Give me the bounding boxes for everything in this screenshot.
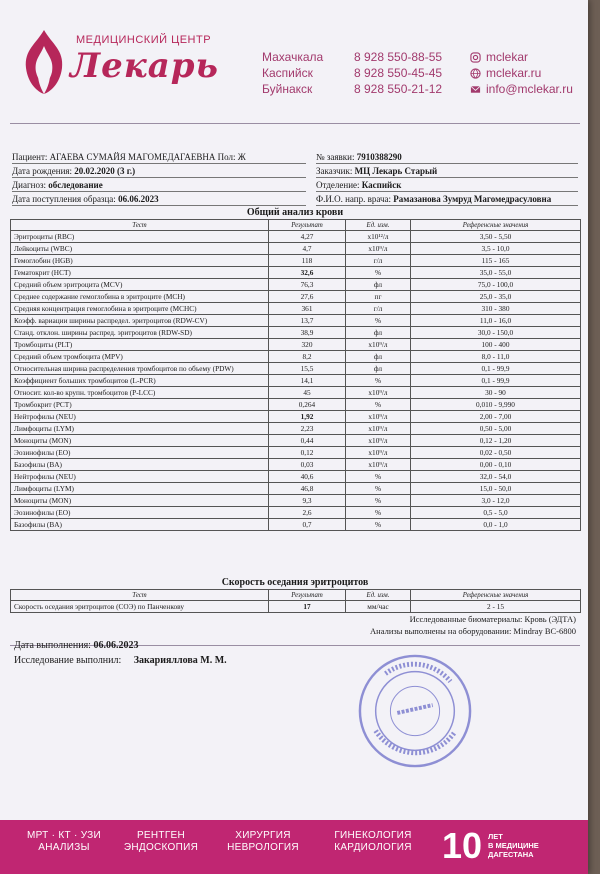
- cell-unit: %: [346, 399, 411, 411]
- contact-row: [262, 66, 582, 82]
- dept-label: Отделение:: [316, 180, 360, 190]
- mail-icon: [470, 84, 481, 95]
- table-row: [11, 411, 581, 423]
- anniversary-number: 10: [442, 825, 483, 866]
- table-row: [11, 387, 581, 399]
- cell-unit: x10⁹/л: [346, 435, 411, 447]
- cell-unit: %: [346, 519, 411, 531]
- cell-result: 118: [269, 255, 346, 267]
- diagnosis-row: [12, 180, 103, 190]
- branch-city: Каспийск: [262, 66, 313, 80]
- cell-unit: фл: [346, 363, 411, 375]
- cell-ref: 0,0 - 1,0: [411, 519, 581, 531]
- cell-test: Эозинофилы (EO): [11, 447, 269, 459]
- table-row: [11, 243, 581, 255]
- cell-result: 0,7: [269, 519, 346, 531]
- execution-date-row: [14, 640, 138, 651]
- dob-underline: [12, 177, 306, 178]
- cell-unit: %: [346, 483, 411, 495]
- patient-label: Пациент:: [12, 152, 48, 162]
- cell-test: Коэффициент больших тромбоцитов (L-PCR): [11, 375, 269, 387]
- cell-ref: 3,50 - 5,50: [411, 231, 581, 243]
- footer-service: [18, 830, 110, 854]
- table-row: [11, 519, 581, 531]
- order-underline: [316, 163, 578, 164]
- dob-row: [12, 166, 135, 176]
- cell-unit: x10⁹/л: [346, 447, 411, 459]
- footer-service-line: МРТ · КТ · УЗИ: [27, 830, 101, 841]
- patient-row: [12, 152, 246, 162]
- customer-value: МЦ Лекарь Старый: [354, 166, 438, 176]
- cell-ref: 32,0 - 54,0: [411, 471, 581, 483]
- table-row: [11, 459, 581, 471]
- table-row: [11, 399, 581, 411]
- received-row: [12, 194, 159, 204]
- cell-test: Относительная ширина распределения тромбоцитов по объему (PDW): [11, 363, 269, 375]
- equipment-note: Анализы выполнены на оборудовании: Mindray BC-6800: [370, 626, 576, 636]
- cell-result: 361: [269, 303, 346, 315]
- footer-service-line: АНАЛИЗЫ: [38, 842, 90, 853]
- cell-test: Относит. кол-во крупн. тромбоцитов (P-LCC): [11, 387, 269, 399]
- cell-unit: x10⁹/л: [346, 411, 411, 423]
- table-row: [11, 435, 581, 447]
- footer-service: [112, 830, 210, 854]
- cell-ref: 35,0 - 55,0: [411, 267, 581, 279]
- cell-result: 14,1: [269, 375, 346, 387]
- cell-unit: пг: [346, 291, 411, 303]
- logo-subtitle: МЕДИЦИНСКИЙ ЦЕНТР: [76, 34, 212, 46]
- patient-name: АГАЕВА СУМАЙЯ МАГОМЕДАГАЕВНА: [49, 152, 216, 162]
- cbc-title: Общий анализ крови: [246, 207, 344, 218]
- cell-result: 2,6: [269, 507, 346, 519]
- instagram-icon: [470, 52, 481, 63]
- dept-value: Каспийск: [361, 180, 402, 190]
- cell-ref: 0,00 - 0,10: [411, 459, 581, 471]
- cell-result: 9,3: [269, 495, 346, 507]
- cell-ref: 0,12 - 1,20: [411, 435, 581, 447]
- logo-flame-icon: [22, 28, 66, 96]
- cell-test: Лимфоциты (LYM): [11, 483, 269, 495]
- cell-result: 0,12: [269, 447, 346, 459]
- branch-city: Буйнакск: [262, 82, 313, 96]
- contact-row: [262, 50, 582, 66]
- table-row: [11, 423, 581, 435]
- col-header-ref: Референсные значения: [411, 590, 581, 601]
- col-header-result: Результат: [269, 220, 346, 231]
- patient-underline: [12, 163, 306, 164]
- table-row: [11, 507, 581, 519]
- branch-phone[interactable]: 8 928 550-21-12: [354, 82, 443, 96]
- cell-ref: 310 - 380: [411, 303, 581, 315]
- table-row: [11, 267, 581, 279]
- cell-test: Станд. отклон. ширины распред. эритроцитов (RDW-SD): [11, 327, 269, 339]
- cell-result: 15,5: [269, 363, 346, 375]
- cell-unit: x10⁹/л: [346, 387, 411, 399]
- customer-label: Заказчик:: [316, 166, 353, 176]
- cell-result: 13,7: [269, 315, 346, 327]
- sex-label: Пол:: [217, 152, 236, 162]
- cell-test: Базофилы (BA): [11, 519, 269, 531]
- table-row: [11, 447, 581, 459]
- cell-result: 0,44: [269, 435, 346, 447]
- footer-service-line: КАРДИОЛОГИЯ: [334, 842, 412, 853]
- doctor-value: Рамазанова Зумруд Магомедрасуловна: [393, 194, 552, 204]
- contact-email[interactable]: info@mclekar.ru: [486, 82, 573, 96]
- doctor-label: Ф.И.О. напр. врача:: [316, 194, 392, 204]
- cell-ref: 75,0 - 100,0: [411, 279, 581, 291]
- cell-result: 40,6: [269, 471, 346, 483]
- table-row: [11, 303, 581, 315]
- footer-services-bar: [0, 820, 588, 874]
- cell-test: Гемоглобин (HGB): [11, 255, 269, 267]
- cell-ref: 8,0 - 11,0: [411, 351, 581, 363]
- cell-test: Коэфф. вариации ширины распредел. эритроцитов (RDW-CV): [11, 315, 269, 327]
- cell-result: 0,03: [269, 459, 346, 471]
- col-header-test: Тест: [11, 590, 269, 601]
- cell-test: Эритроциты (RBC): [11, 231, 269, 243]
- cell-ref: 100 - 400: [411, 339, 581, 351]
- cell-unit: %: [346, 267, 411, 279]
- cbc-table: [10, 219, 581, 531]
- table-row: [11, 291, 581, 303]
- execution-date-label: Дата выполнения:: [14, 640, 91, 651]
- order-row: [316, 152, 402, 162]
- contact-instagram[interactable]: mclekar: [486, 50, 529, 64]
- cell-ref: 0,5 - 5,0: [411, 507, 581, 519]
- cell-unit: x10⁹/л: [346, 423, 411, 435]
- table-header-row: [11, 220, 581, 231]
- customer-underline: [316, 177, 578, 178]
- cell-ref: 0,50 - 5,00: [411, 423, 581, 435]
- cell-test: Средняя концентрация гемоглобина в эритроците (MCHC): [11, 303, 269, 315]
- cell-ref: 0,1 - 99,9: [411, 375, 581, 387]
- customer-row: [316, 166, 437, 176]
- executor-value: Закарияллова М. М.: [133, 655, 227, 666]
- cell-result: 27,6: [269, 291, 346, 303]
- cell-test: Моноциты (MON): [11, 495, 269, 507]
- cell-result: 2,23: [269, 423, 346, 435]
- dob-label: Дата рождения:: [12, 166, 73, 176]
- cell-unit: %: [346, 471, 411, 483]
- branch-phone[interactable]: 8 928 550-88-55: [354, 50, 443, 64]
- table-row: [11, 483, 581, 495]
- cell-test: Лейкоциты (WBC): [11, 243, 269, 255]
- cell-test: Эозинофилы (EO): [11, 507, 269, 519]
- cell-ref: 2,00 - 7,00: [411, 411, 581, 423]
- footer-service: [214, 830, 312, 854]
- table-row: [11, 339, 581, 351]
- esr-title: Скорость оседания эритроцитов: [221, 577, 369, 588]
- footer-service-line: ГИНЕКОЛОГИЯ: [334, 830, 412, 841]
- cell-ref: 25,0 - 35,0: [411, 291, 581, 303]
- laboratory-stamp-icon: [356, 652, 474, 770]
- table-row: [11, 231, 581, 243]
- cell-result: 45: [269, 387, 346, 399]
- table-row: [11, 255, 581, 267]
- cell-ref: 2 - 15: [411, 601, 581, 613]
- cell-test: Тромбокрит (PCT): [11, 399, 269, 411]
- cell-ref: 0,010 - 9,990: [411, 399, 581, 411]
- cell-ref: 3,5 - 10,0: [411, 243, 581, 255]
- footer-service-line: РЕНТГЕН: [136, 830, 186, 841]
- cell-test: Тромбоциты (PLT): [11, 339, 269, 351]
- biomaterial-note: Исследованные биоматериалы: Кровь (ЭДТА): [409, 614, 576, 624]
- diagnosis-value: обследование: [48, 180, 103, 190]
- cell-result: 0,264: [269, 399, 346, 411]
- cell-ref: 115 - 165: [411, 255, 581, 267]
- cell-result: 17: [269, 601, 346, 613]
- header-divider: [10, 123, 580, 124]
- cell-result: 8,2: [269, 351, 346, 363]
- cell-ref: 30 - 90: [411, 387, 581, 399]
- order-value: 7910388290: [356, 152, 402, 162]
- cell-ref: 30,0 - 150,0: [411, 327, 581, 339]
- cell-test: Базофилы (BA): [11, 459, 269, 471]
- cell-test: Нейтрофилы (NEU): [11, 411, 269, 423]
- col-header-unit: Ед. изм.: [346, 590, 411, 601]
- cell-ref: 11,0 - 16,0: [411, 315, 581, 327]
- cell-result: 46,8: [269, 483, 346, 495]
- web-icon: [470, 68, 481, 79]
- contact-row: [262, 82, 582, 98]
- branch-city: Махачкала: [262, 50, 324, 64]
- cell-test: Лимфоциты (LYM): [11, 423, 269, 435]
- execution-date-value: 06.06.2023: [93, 640, 139, 651]
- anniversary-text: [488, 832, 539, 859]
- sex-value: Ж: [237, 152, 246, 162]
- table-row: [11, 495, 581, 507]
- cell-unit: x10⁹/л: [346, 339, 411, 351]
- table-row: [11, 315, 581, 327]
- anniversary-line: ДАГЕСТАНА: [488, 850, 534, 859]
- cell-unit: %: [346, 507, 411, 519]
- logo-name: Лекарь: [70, 46, 219, 86]
- received-underline: [12, 205, 306, 206]
- received-label: Дата поступления образца:: [12, 194, 116, 204]
- doctor-underline: [316, 205, 578, 206]
- cell-ref: 15,0 - 50,0: [411, 483, 581, 495]
- cell-result: 38,9: [269, 327, 346, 339]
- cell-unit: x10¹²/л: [346, 231, 411, 243]
- cell-ref: 0,1 - 99,9: [411, 363, 581, 375]
- table-row: [11, 279, 581, 291]
- table-row: [11, 471, 581, 483]
- executor-label: Исследование выполнил:: [14, 655, 122, 666]
- cell-test: Средний объем эритроцита (MCV): [11, 279, 269, 291]
- footer-service-line: НЕВРОЛОГИЯ: [227, 842, 299, 853]
- col-header-ref: Референсные значения: [411, 220, 581, 231]
- cell-result: 76,3: [269, 279, 346, 291]
- dept-underline: [316, 191, 578, 192]
- cell-result: 32,6: [269, 267, 346, 279]
- cell-unit: x10⁹/л: [346, 459, 411, 471]
- cell-test: Скорость оседания эритроцитов (СОЭ) по Панченкову: [11, 601, 269, 613]
- cell-test: Гематокрит (HCT): [11, 267, 269, 279]
- cell-unit: %: [346, 495, 411, 507]
- received-value: 06.06.2023: [118, 194, 159, 204]
- cell-test: Средний объем тромбоцита (MPV): [11, 351, 269, 363]
- order-label: № заявки:: [316, 152, 355, 162]
- cell-unit: мм/час: [346, 601, 411, 613]
- cell-test: Среднее содержание гемоглобина в эритроците (MCH): [11, 291, 269, 303]
- diagnosis-label: Диагноз:: [12, 180, 47, 190]
- footer-service-line: ХИРУРГИЯ: [235, 830, 291, 841]
- col-header-test: Тест: [11, 220, 269, 231]
- footer-service-line: ЭНДОСКОПИЯ: [123, 842, 199, 853]
- cell-unit: фл: [346, 327, 411, 339]
- cell-result: 1,92: [269, 411, 346, 423]
- executor-row: [14, 655, 227, 666]
- contact-website[interactable]: mclekar.ru: [486, 66, 542, 80]
- diagnosis-underline: [12, 191, 306, 192]
- cell-test: Нейтрофилы (NEU): [11, 471, 269, 483]
- anniversary-line: В МЕДИЦИНЕ: [488, 841, 539, 850]
- cell-unit: фл: [346, 351, 411, 363]
- table-row: [11, 363, 581, 375]
- cell-result: 4,27: [269, 231, 346, 243]
- cell-unit: x10⁹/л: [346, 243, 411, 255]
- cell-unit: г/л: [346, 303, 411, 315]
- dept-row: [316, 180, 401, 190]
- anniversary-line: ЛЕТ: [488, 832, 503, 841]
- cell-result: 4,7: [269, 243, 346, 255]
- col-header-result: Результат: [269, 590, 346, 601]
- cell-unit: фл: [346, 279, 411, 291]
- contacts-block: [262, 50, 582, 98]
- table-header-row: [11, 590, 581, 601]
- col-header-unit: Ед. изм.: [346, 220, 411, 231]
- cell-unit: %: [346, 315, 411, 327]
- cell-ref: 0,02 - 0,50: [411, 447, 581, 459]
- table-row: [11, 351, 581, 363]
- dob-value: 20.02.2020 (3 г.): [74, 166, 136, 176]
- table-row: [11, 375, 581, 387]
- cell-ref: 3,0 - 12,0: [411, 495, 581, 507]
- footer-service: [318, 830, 428, 854]
- cell-test: Моноциты (MON): [11, 435, 269, 447]
- cell-unit: %: [346, 375, 411, 387]
- branch-phone[interactable]: 8 928 550-45-45: [354, 66, 443, 80]
- cell-unit: г/л: [346, 255, 411, 267]
- table-row: [11, 601, 581, 613]
- doctor-row: [316, 194, 551, 204]
- table-row: [11, 327, 581, 339]
- esr-table: [10, 589, 581, 613]
- cell-result: 320: [269, 339, 346, 351]
